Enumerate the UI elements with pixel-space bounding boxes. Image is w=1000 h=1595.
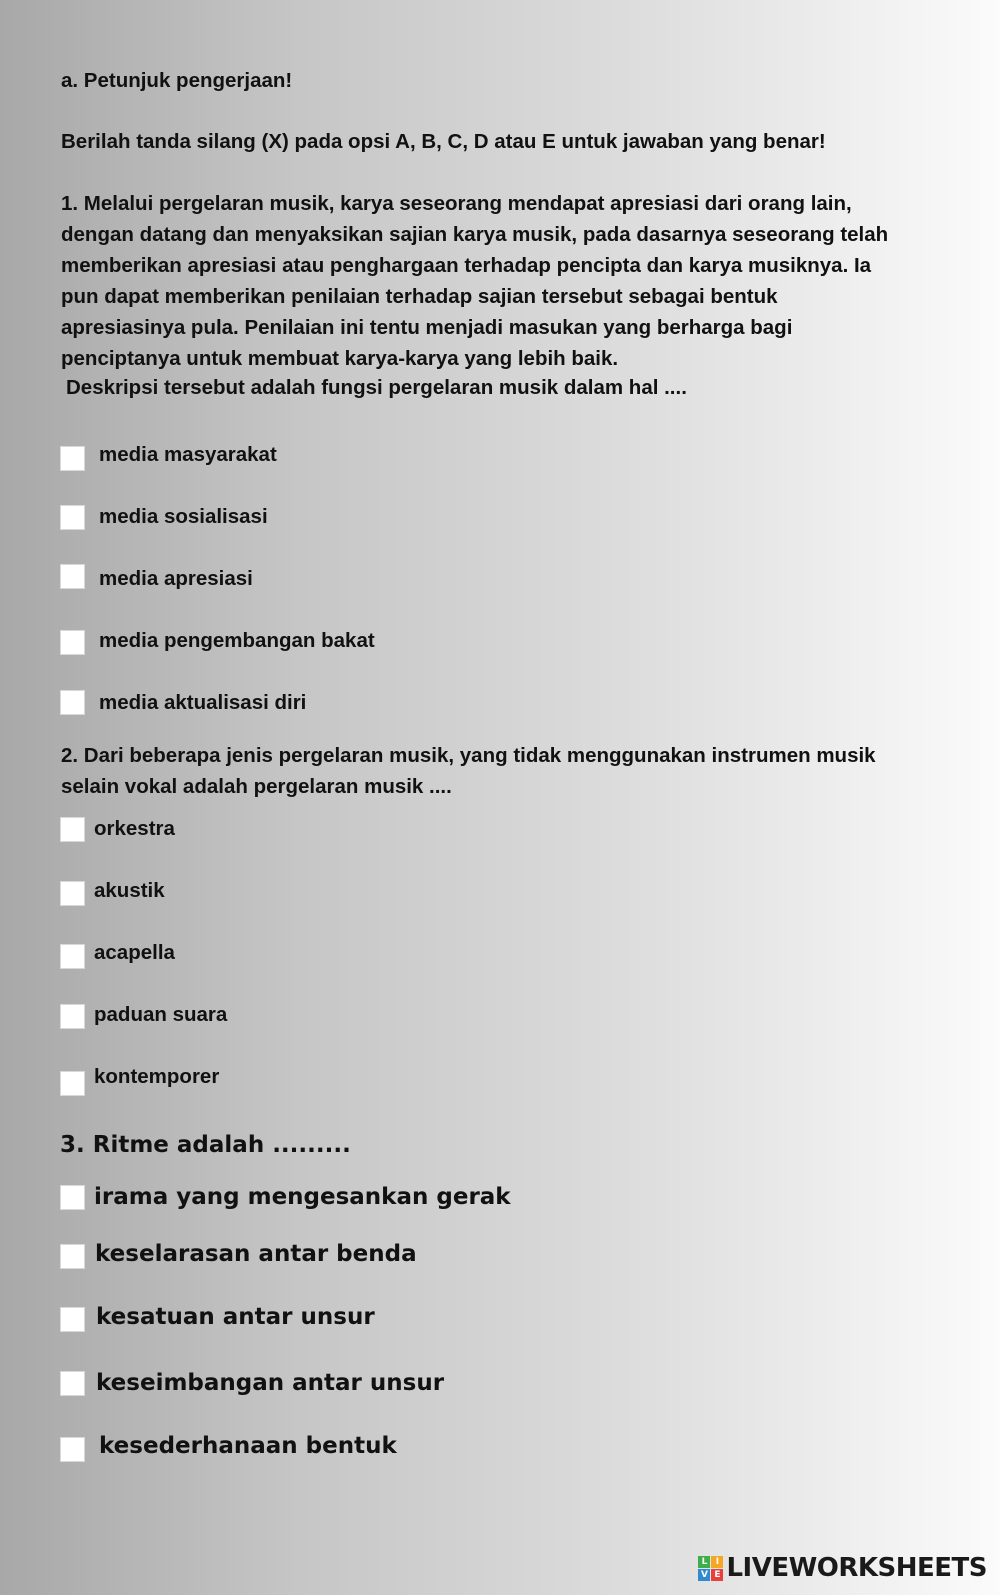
answer-checkbox[interactable] [60, 817, 85, 842]
question-2-text [61, 740, 939, 802]
question-1-text [61, 188, 939, 374]
logo-mark-icon [698, 1556, 723, 1581]
answer-checkbox[interactable] [60, 1244, 85, 1269]
option-label: media sosialisasi [99, 505, 268, 528]
option-label: keseimbangan antar unsur [96, 1370, 445, 1396]
option-label: acapella [94, 941, 175, 964]
question-1-line: memberikan apresiasi atau penghargaan terhadap pencipta dan karya musiknya. Ia [61, 254, 872, 277]
answer-checkbox[interactable] [60, 1004, 85, 1029]
logo-letter: I [711, 1556, 723, 1568]
answer-checkbox[interactable] [60, 446, 85, 471]
answer-checkbox[interactable] [60, 1307, 85, 1332]
option-label: media aktualisasi diri [99, 691, 307, 714]
option-label: media pengembangan bakat [99, 629, 375, 652]
logo-letter: E [711, 1569, 723, 1581]
option-label: keselarasan antar benda [95, 1241, 417, 1267]
option-label: irama yang mengesankan gerak [94, 1184, 511, 1210]
option-label: kontemporer [94, 1065, 220, 1088]
question-1-line: penciptanya untuk membuat karya-karya yang lebih baik. [61, 347, 619, 370]
logo-letter: L [698, 1556, 710, 1568]
option-label: akustik [94, 879, 165, 902]
answer-checkbox[interactable] [60, 1371, 85, 1396]
answer-checkbox[interactable] [60, 881, 85, 906]
option-label: kesederhanaan bentuk [99, 1433, 397, 1459]
answer-checkbox[interactable] [60, 630, 85, 655]
question-1-line: 1. Melalui pergelaran musik, karya seseorang mendapat apresiasi dari orang lain, [61, 192, 852, 215]
instructions-heading: a. Petunjuk pengerjaan! [61, 69, 293, 92]
answer-checkbox[interactable] [60, 690, 85, 715]
question-2-line: 2. Dari beberapa jenis pergelaran musik, yang tidak menggunakan instrumen musik [61, 744, 876, 767]
logo-letter: V [698, 1569, 710, 1581]
answer-checkbox[interactable] [60, 564, 85, 589]
question-1-line: apresiasinya pula. Penilaian ini tentu menjadi masukan yang berharga bagi [61, 316, 793, 339]
instructions-text: Berilah tanda silang (X) pada opsi A, B, C, D atau E untuk jawaban yang benar! [61, 130, 826, 153]
option-label: media masyarakat [99, 443, 277, 466]
answer-checkbox[interactable] [60, 1185, 85, 1210]
option-label: media apresiasi [99, 567, 253, 590]
answer-checkbox[interactable] [60, 1071, 85, 1096]
answer-checkbox[interactable] [60, 944, 85, 969]
option-label: paduan suara [94, 1003, 228, 1026]
question-2-line: selain vokal adalah pergelaran musik .... [61, 775, 452, 798]
question-1-prompt: Deskripsi tersebut adalah fungsi pergelaran musik dalam hal .... [66, 376, 687, 399]
logo-text: LIVEWORKSHEETS [726, 1553, 987, 1583]
question-3-prompt: 3. Ritme adalah ......... [60, 1132, 351, 1158]
question-1-line: dengan datang dan menyaksikan sajian karya musik, pada dasarnya seseorang telah [61, 223, 889, 246]
answer-checkbox[interactable] [60, 505, 85, 530]
question-1-line: pun dapat memberikan penilaian terhadap sajian tersebut sebagai bentuk [61, 285, 778, 308]
option-label: orkestra [94, 817, 175, 840]
option-label: kesatuan antar unsur [96, 1304, 375, 1330]
liveworksheets-logo[interactable] [698, 1553, 987, 1583]
answer-checkbox[interactable] [60, 1437, 85, 1462]
